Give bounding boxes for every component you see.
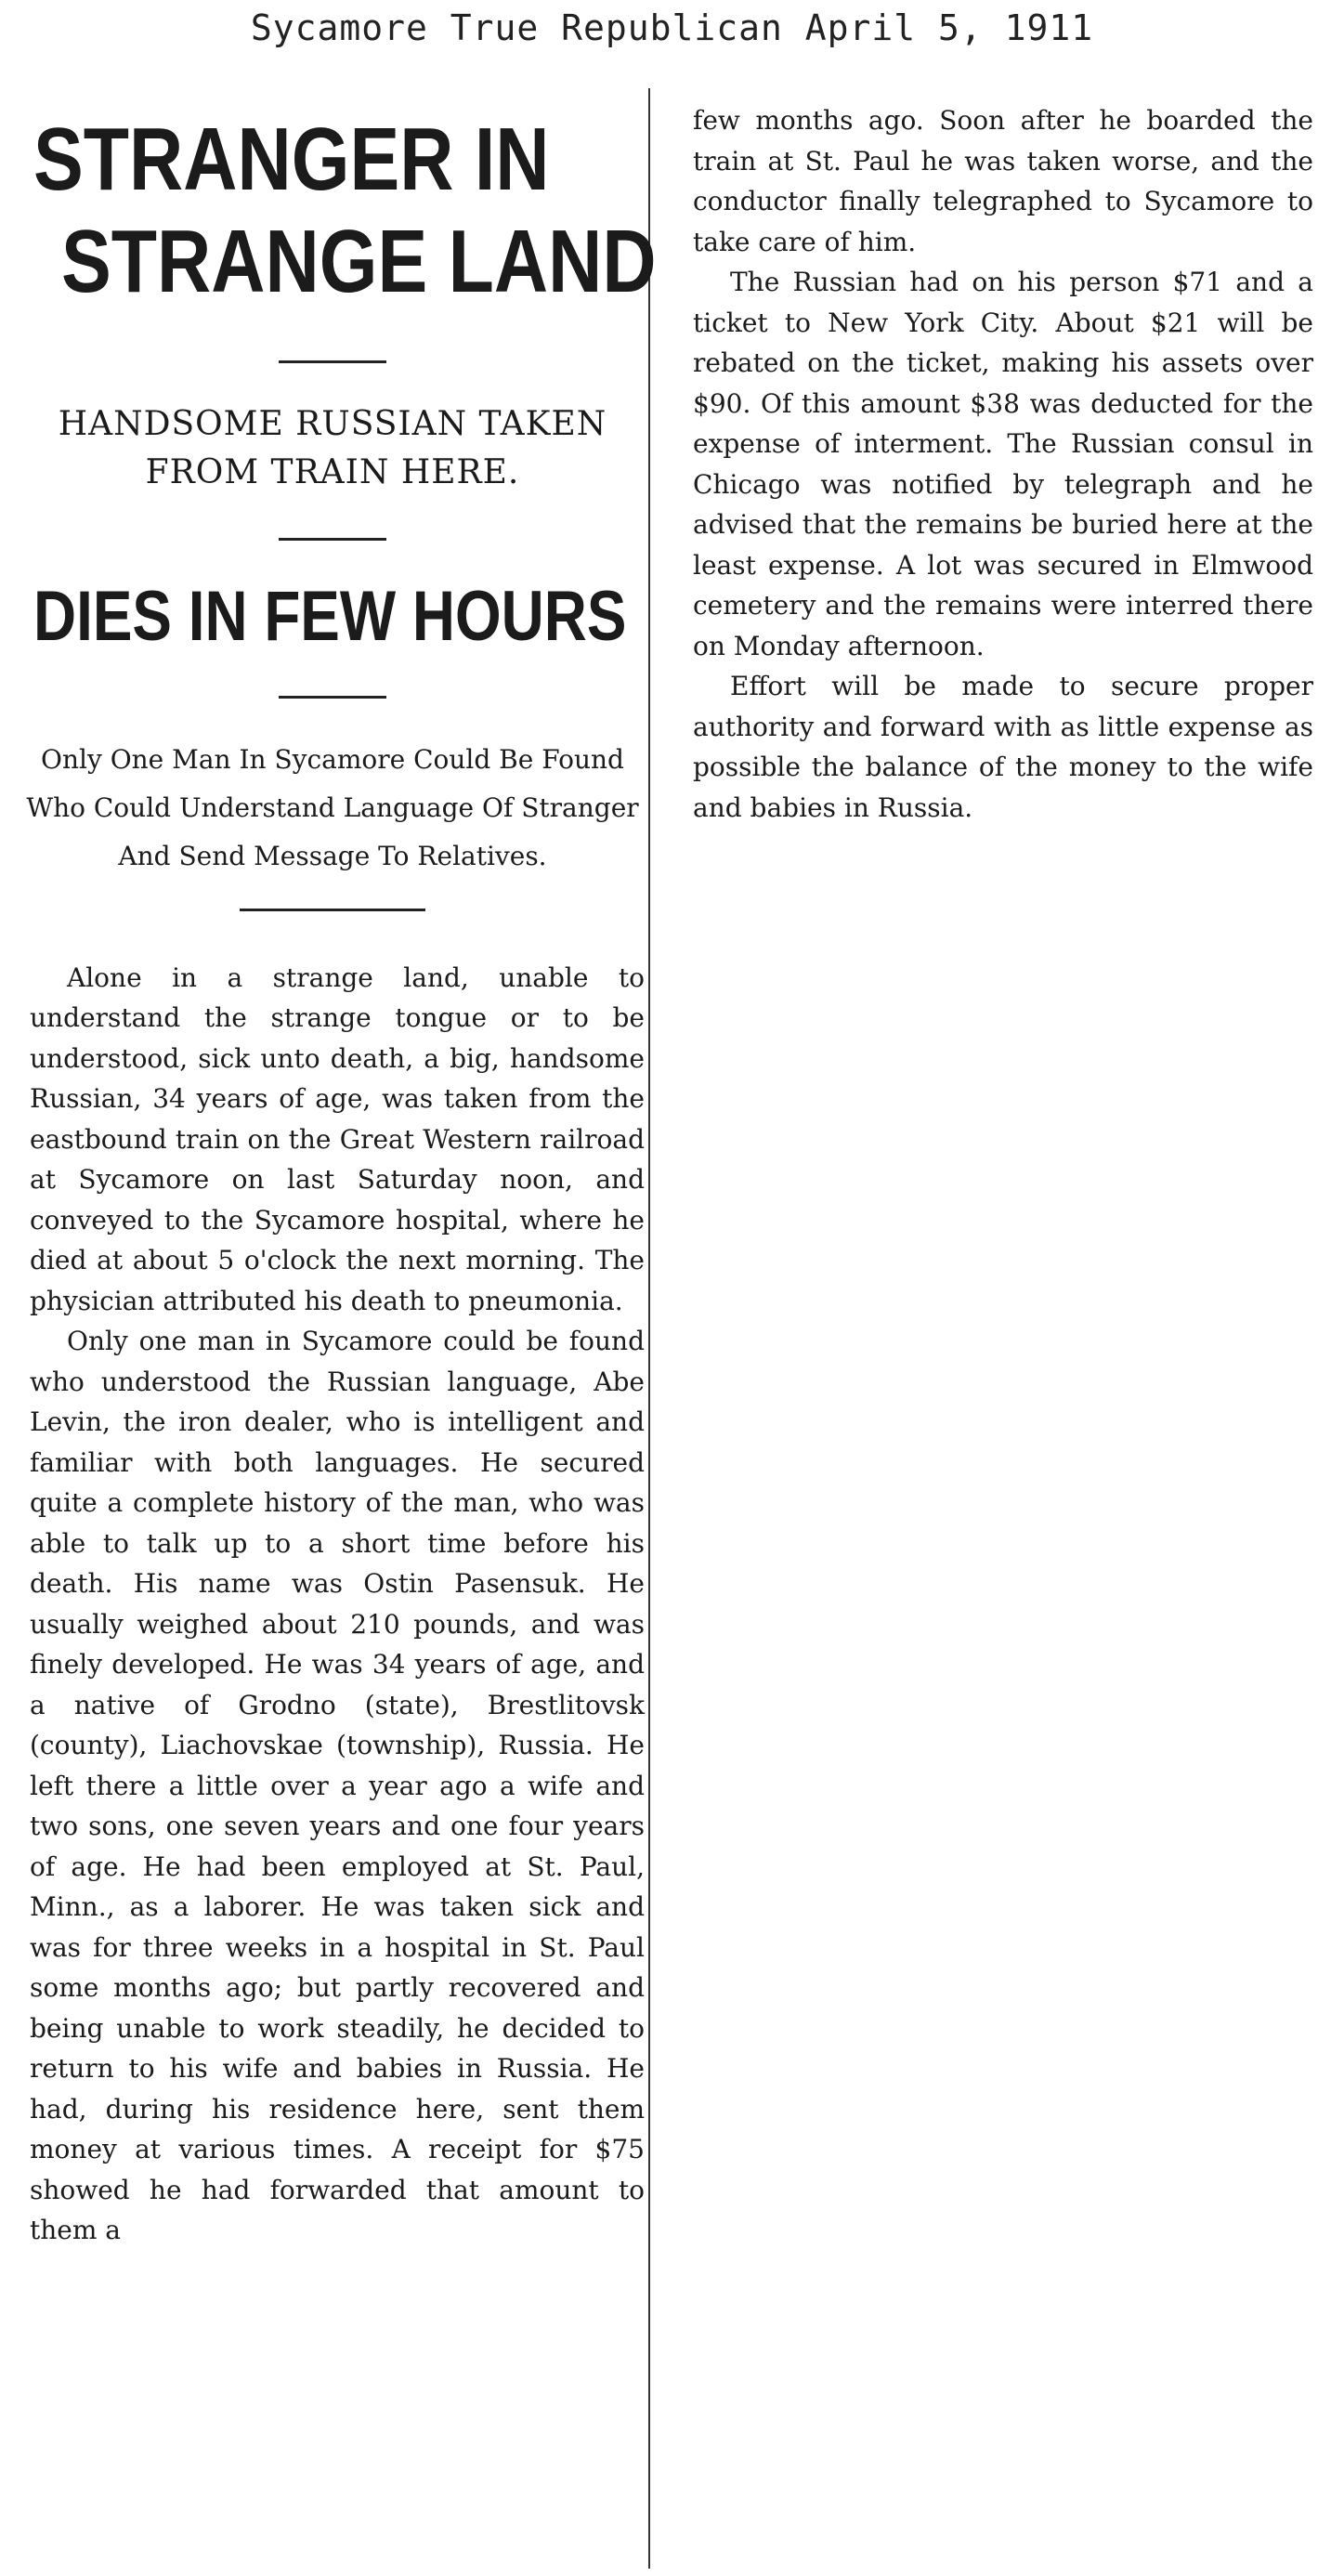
paragraph: few months ago. Soon after he boarded the train at St. Paul he was taken worse, and the conductor finally telegraphed to Sycamore to take care of him. xyxy=(693,105,1313,257)
subheadline: HANDSOME RUSSIAN TAKEN FROM TRAIN HERE. xyxy=(58,404,607,491)
headline-line-1: STRANGER IN xyxy=(33,110,550,209)
article-column-right xyxy=(685,100,1317,828)
paragraph: Effort will be made to secure proper authority and forward with as little expense as possible the balance of the money to the wife and babies in Russia. xyxy=(693,671,1313,823)
article-body-right xyxy=(685,100,1317,828)
divider xyxy=(279,538,386,541)
secondary-headline: DIES IN FEW HOURS xyxy=(33,576,627,656)
paragraph: Only one man in Sycamore could be found who understood the Russian language, Abe Levin, the iron dealer, who is intelligent and familiar with both languages. He secured quite a complete history of the man, who was able to talk up to a short time before his death. His name was Ostin Pasensuk. He usually weighed about 210 pounds, and was finely developed. He was 34 years of age, and a native of Grodno (state), Brestlitovsk (county), Liachovskae (township), Russia. He left there a little over a year ago a wife and two sons, one seven years and one four years of age. He had been employed at St. Paul, Minn., as a laborer. He was taken sick and was for three weeks in a hospital in St. Paul some months ago; but partly recovered and being unable to work steadily, he decided to return to his wife and babies in Russia. He had, during his residence here, sent them money at various times. A receipt for $75 showed he had forwarded that amount to them a xyxy=(30,1326,645,2246)
divider xyxy=(279,696,386,699)
divider xyxy=(240,909,425,911)
paragraph: Alone in a strange land, unable to understand the strange tongue or to be understood, sick unto death, a big, handsome Russian, 34 years of age, was taken from the eastbound train on the Great Western railroad at Sycamore on last Saturday noon, and conveyed to the Sycamore hospital, where he died at about 5 o'clock the next morning. The physician attributed his death to pneumonia. xyxy=(30,961,645,1316)
divider xyxy=(279,360,386,363)
deck-summary: Only One Man In Sycamore Could Be Found Who Could Understand Language Of Stranger And Send Message To Relatives. xyxy=(26,743,639,871)
headline-line-2: STRANGE LAND xyxy=(61,212,657,312)
article-body-left xyxy=(17,958,648,2251)
paragraph: The Russian had on his person $71 and a ticket to New York City. About $21 will be rebated on the ticket, making his assets over $90. Of this amount $38 was deducted for the expense of interment. The Russian consul in Chicago was notified by telegraph and he advised that the remains be buried here at the least expense. A lot was secured in Elmwood cemetery and the remains were interred there on Monday afternoon. xyxy=(693,267,1313,661)
article-column-left xyxy=(17,88,657,2569)
page-title: Sycamore True Republican April 5, 1911 xyxy=(250,7,1094,48)
